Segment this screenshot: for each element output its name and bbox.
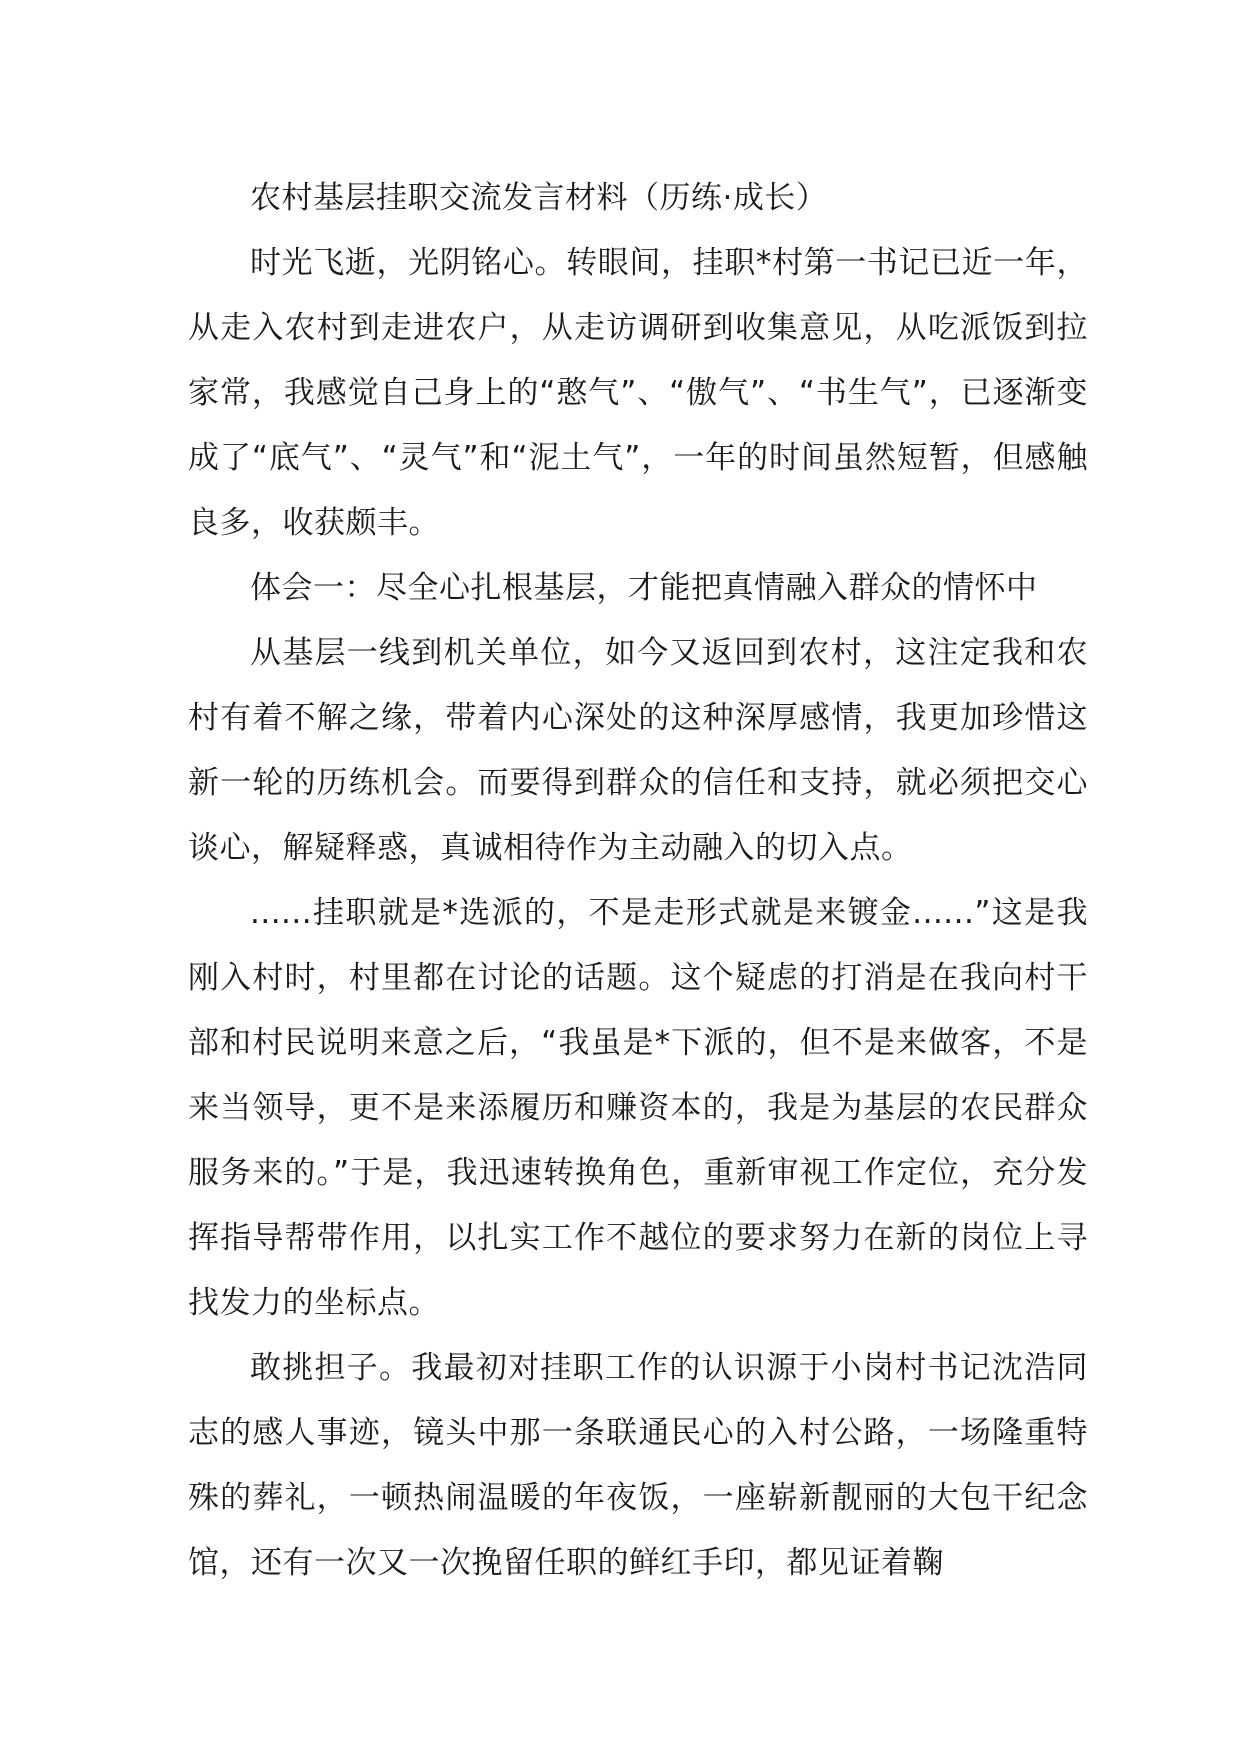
section-heading-1: 体会一：尽全心扎根基层，才能把真情融入群众的情怀中 bbox=[250, 570, 1038, 606]
paragraph-roots: 从基层一线到机关单位，如今又返回到农村，这注定我和农村有着不解之缘，带着内心深处的这种深厚感情，我更加珍惜这新一轮的历练机会。而要得到群众的信任和支持，就必须把交心谈心，解疑释惑，真诚相待作为主动融入的切入点。 bbox=[188, 635, 1088, 866]
paragraph-doubts: ......挂职就是*选派的，不是走形式就是来镀金......”这是我刚入村时，村里都在讨论的话题。这个疑虑的打消是在我向村干部和村民说明来意之后，“我虽是*下派的，但不是来做客，不是来当领导，更不是来添履历和赚资本的，我是为基层的农民群众服务来的。”于是，我迅速转换角色，重新审视工作定位，充分发挥指导帮带作用，以扎实工作不越位的要求努力在新的岗位上寻找发力的坐标点。 bbox=[188, 895, 1088, 1321]
paragraph-responsibility: 敢挑担子。我最初对挂职工作的认识源于小岗村书记沈浩同志的感人事迹，镜头中那一条联通民心的入村公路，一场隆重特殊的葬礼，一顿热闹温暖的年夜饭，一座崭新靓丽的大包干纪念馆，还有一次又一次挽留任职的鲜红手印，都见证着鞠 bbox=[188, 1350, 1088, 1581]
paragraph-intro: 时光飞逝，光阴铭心。转眼间，挂职*村第一书记已近一年，从走入农村到走进农户，从走访调研到收集意见，从吃派饭到拉家常，我感觉自己身上的“憨气”、“傲气”、“书生气”，已逐渐变成了“底气”、“灵气”和“泥土气”，一年的时间虽然短暂，但感触良多，收获颇丰。 bbox=[188, 245, 1088, 541]
document-body bbox=[188, 166, 1088, 1596]
document-title: 农村基层挂职交流发言材料（历练·成长） bbox=[250, 180, 828, 216]
